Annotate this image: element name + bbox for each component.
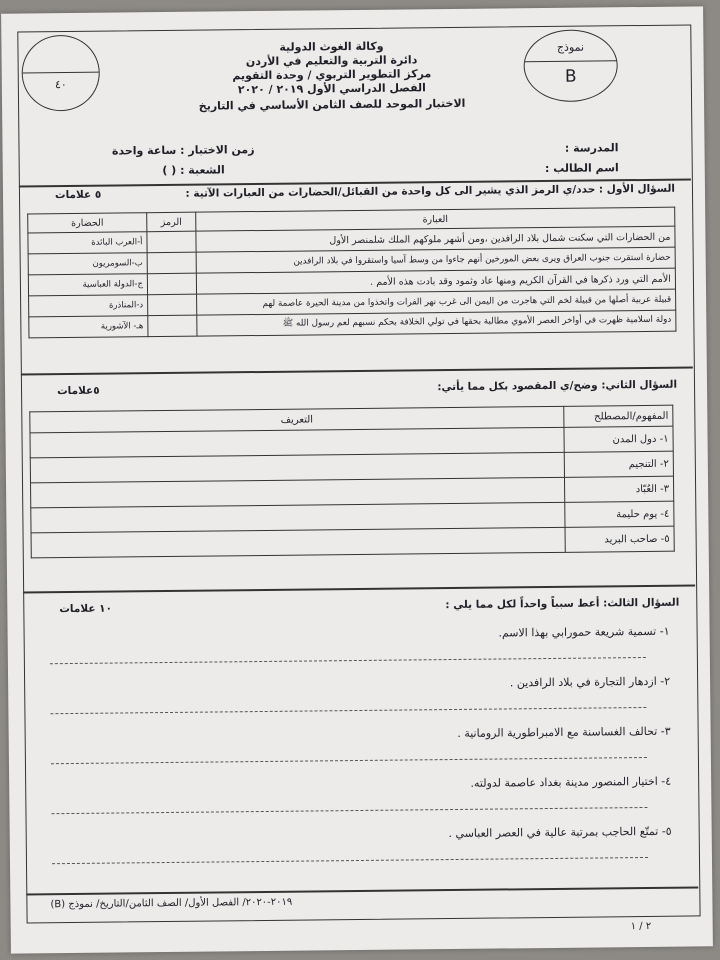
q1-symbol-cell[interactable] [147,273,196,295]
q1-civilization: أ-العرب البائدة [28,232,147,254]
q1-statement: دولة اسلامية ظهرت في أواخر العصر الأموي مطالبة بحقها في تولي الخلافة بحكم نسبهم لعم رسول الله ﷺ [197,310,676,336]
page-number: ٢ / ١ [630,920,652,933]
q3-item: ٣- تحالف الغساسنة مع الامبراطورية الرومانية . [457,724,671,740]
q2-table [29,405,675,559]
q1-civilization: ب-السومريون [28,253,147,275]
q1-civilization: هـ- الآشورية [29,316,148,338]
q1-symbol-cell[interactable] [147,252,196,274]
school-label: المدرسة : [564,141,619,155]
q1-statement: حضارة استقرت جنوب العراق ويرى بعض المورخين أنهم جاءوا من وسط آسيا واستقروا في بلاد الرافدين [196,247,675,273]
q3-item: ٥- تمتّع الحاجب بمرتبة عالية في العصر العباسي . [448,824,672,841]
org-line: وكالة الغوث الدولية [279,39,384,54]
q2-header-term: المفهوم/المصطلح [564,405,673,427]
score-total: ٤٠ [54,78,67,92]
q1-symbol-cell[interactable] [148,294,197,316]
q3-marks: ١٠ علامات [59,602,113,616]
footer-text: ٢٠١٩-٢٠٢٠/ الفصل الأول/ الصف الثامن/التاريخ/ نموذج (B) [50,896,293,911]
q2-marks: ٥علامات [56,384,100,398]
q1-civilization: د-المناذرة [29,295,148,317]
q1-header-statement: العبارة [196,207,675,231]
q3-title: السؤال الثالث: أعط سبباً واحداً لكل مما يلي : [445,596,680,612]
q1-statement: الأمم التي ورد ذكرها في القرآن الكريم ومنها عاد وثمود وقد بادت هذه الأمم . [196,268,675,294]
q2-term: ٣- العُبّاد [564,476,673,502]
exam-title: الاختبار الموحد للصف الثامن الأساسي في التاريخ [198,96,466,113]
section-label: الشعبة : ( ) [162,163,225,178]
q2-term: ٢- التنجيم [564,451,673,477]
q1-statement: من الحضارات التي سكنت شمال بلاد الرافدين ،ومن أشهر ملوكهم الملك شلمنصر الأول [196,226,675,252]
q2-definition-cell[interactable] [31,527,565,558]
q2-term: ١- دول المدن [564,426,673,452]
q2-header-definition: التعريف [30,406,564,433]
q3-item: ٢- ازدهار التجارة في بلاد الرافدين . [509,674,671,690]
q1-table [27,207,676,339]
q1-marks: ٥ علامات [54,188,102,202]
org-line: مركز التطوير التربوي / وحدة التقويم [232,67,432,83]
q1-statement: قبيلة عربية أصلها من قبيلة لخم التي هاجرت من اليمن الى غرب نهر الفرات واتخذوا من مدينة الحيرة عاصمة لهم [197,289,676,315]
q1-header-civilization: الحضارة [28,213,147,233]
q2-title: السؤال الثاني: وضح/ي المقصود بكل مما يأتي: [437,378,678,394]
score-circle [21,35,100,112]
model-value: B [564,66,577,87]
header-org [161,38,502,98]
exam-paper [1,6,713,953]
org-line: دائرة التربية والتعليم في الأردن [245,53,418,69]
model-label: نموذج [556,40,585,54]
student-label: اسم الطالب : [544,161,619,176]
q1-symbol-cell[interactable] [148,315,197,337]
q3-item: ١- تسمية شريعة حمورابي بهذا الاسم. [498,624,670,640]
org-line: الفصل الدراسي الأول ٢٠١٩ / ٢٠٢٠ [237,81,426,97]
time-label: زمن الاختبار : ساعة واحدة [111,143,255,158]
q2-term: ٤- يوم حليمة [565,501,674,527]
q2-term: ٥- صاحب البريد [565,526,674,552]
q1-civilization: ج-الدولة العباسية [28,274,147,296]
q1-symbol-cell[interactable] [147,231,196,253]
q1-title: السؤال الأول : حدد/ي الرمز الذي يشير الى كل واحدة من القبائل/الحضارات من العبارات الآتية : [185,182,676,200]
q1-header-symbol: الرمز [147,212,196,232]
q3-item: ٤- اختيار المنصور مدينة بغداد عاصمة لدولته. [470,774,672,790]
